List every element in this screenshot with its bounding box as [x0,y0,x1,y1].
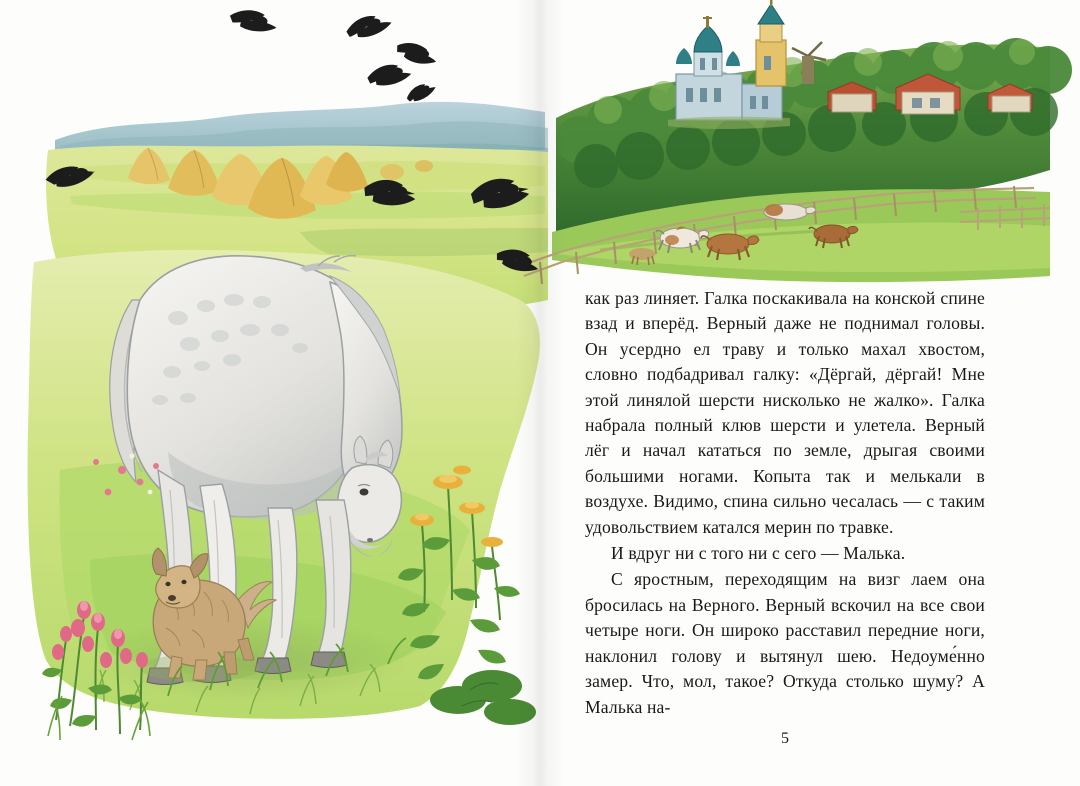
page-number: 5 [781,730,789,747]
paragraph-1: как раз линяет. Галка поскакивала на конской спине взад и вперёд. Верный даже не поднимал головы. Он усердно ел траву и только махал хвостом, словно подбадривал галку: «Дёргай, дёргай! Мне этой линялой шерсти нисколько не жалко». Галка набрала полный клюв шерсти и улетела. Верный лёг и начал кататься по земле, дрыгая своими большими ногами. Копыта так и мелькали в воздухе. Видимо, спина сильно чесалась — с таким удовольствием катался мерин по травке. [585,288,985,537]
paragraph-2: И вдруг ни с того ни с сего — Малька. [611,543,906,564]
paragraph-3: С яростным, переходящим на визг лаем она бросилась на Верного. Верный вскочил на все свои четыре ноги. Он широко расставил передние ноги, наклонил голову и вытянул шею. Недоуме́нно замер. Что, мол, такое? Откуда столько шуму? А Малька на- [585,569,985,717]
body-text [585,286,985,720]
